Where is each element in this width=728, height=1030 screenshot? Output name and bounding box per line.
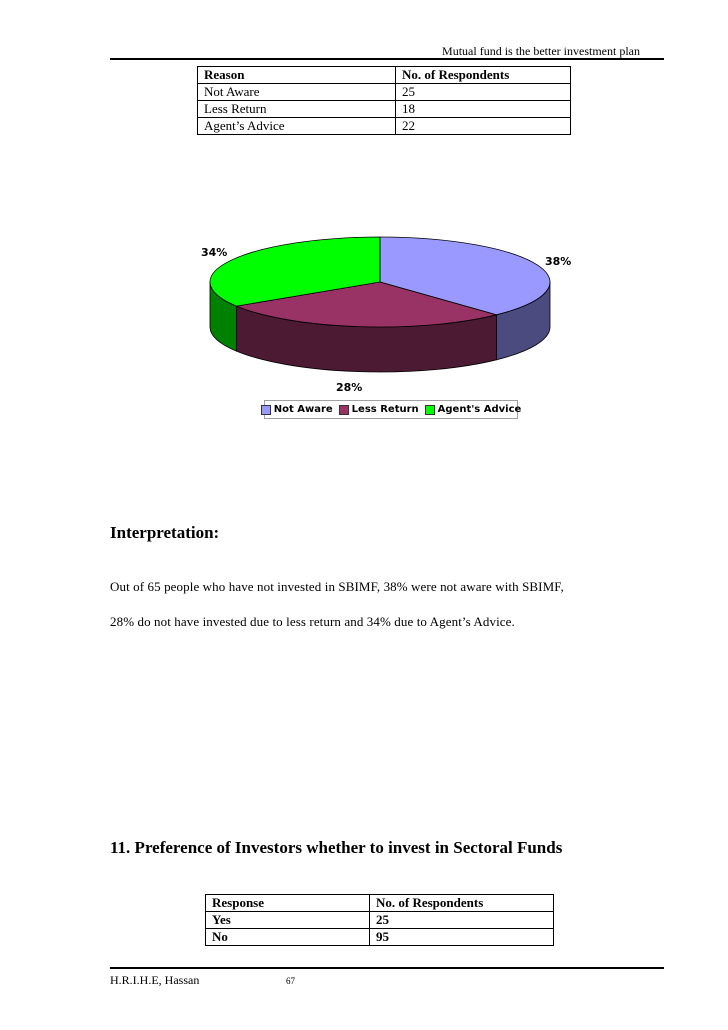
legend-swatch-less-return (339, 405, 349, 415)
section-heading: 11. Preference of Investors whether to invest in Sectoral Funds (110, 838, 563, 857)
page-number: 67 (286, 976, 295, 986)
pie-chart (0, 0, 728, 430)
legend-swatch-not-aware (261, 405, 271, 415)
legend-item (339, 404, 419, 415)
pie-label-less-return: 28% (336, 381, 363, 394)
table-header-cell: No. of Respondents (396, 67, 571, 84)
table-header-cell: No. of Respondents (370, 895, 554, 912)
table-cell: 25 (396, 84, 571, 101)
interpretation-line-1: Out of 65 people who have not invested in SBIMF, 38% were not aware with SBIMF, (110, 579, 564, 594)
table-cell: 22 (396, 118, 571, 135)
table-header-cell: Reason (198, 67, 396, 84)
interpretation-heading: Interpretation: (110, 523, 220, 542)
footer-institution: H.R.I.H.E, Hassan (110, 973, 200, 987)
pie-label-agents-advice: 34% (201, 246, 228, 259)
chart-legend (264, 400, 522, 419)
table-cell: No (206, 929, 370, 946)
legend-label: Not Aware (273, 404, 333, 415)
table-cell: 25 (370, 912, 554, 929)
table-cell: Less Return (198, 101, 396, 118)
legend-swatch-agents-advice (425, 405, 435, 415)
table-header-row (206, 895, 554, 912)
table-cell: Yes (206, 912, 370, 929)
legend-label: Agent's Advice (437, 404, 522, 415)
interpretation-line-2: 28% do not have invested due to less return and 34% due to Agent’s Advice. (110, 614, 515, 629)
legend-item (261, 404, 333, 415)
table-header-cell: Response (206, 895, 370, 912)
legend-label: Less Return (351, 404, 419, 415)
table-cell: 95 (370, 929, 554, 946)
table-cell: Agent’s Advice (198, 118, 396, 135)
table-cell: Not Aware (198, 84, 396, 101)
table-cell: 18 (396, 101, 571, 118)
table-row (206, 912, 554, 929)
sectoral-funds-table (205, 894, 554, 946)
table-row (206, 929, 554, 946)
pie-label-not-aware: 38% (545, 255, 572, 268)
footer-rule (110, 967, 664, 969)
legend-item (425, 404, 522, 415)
running-header: Mutual fund is the better investment plan (442, 44, 640, 58)
